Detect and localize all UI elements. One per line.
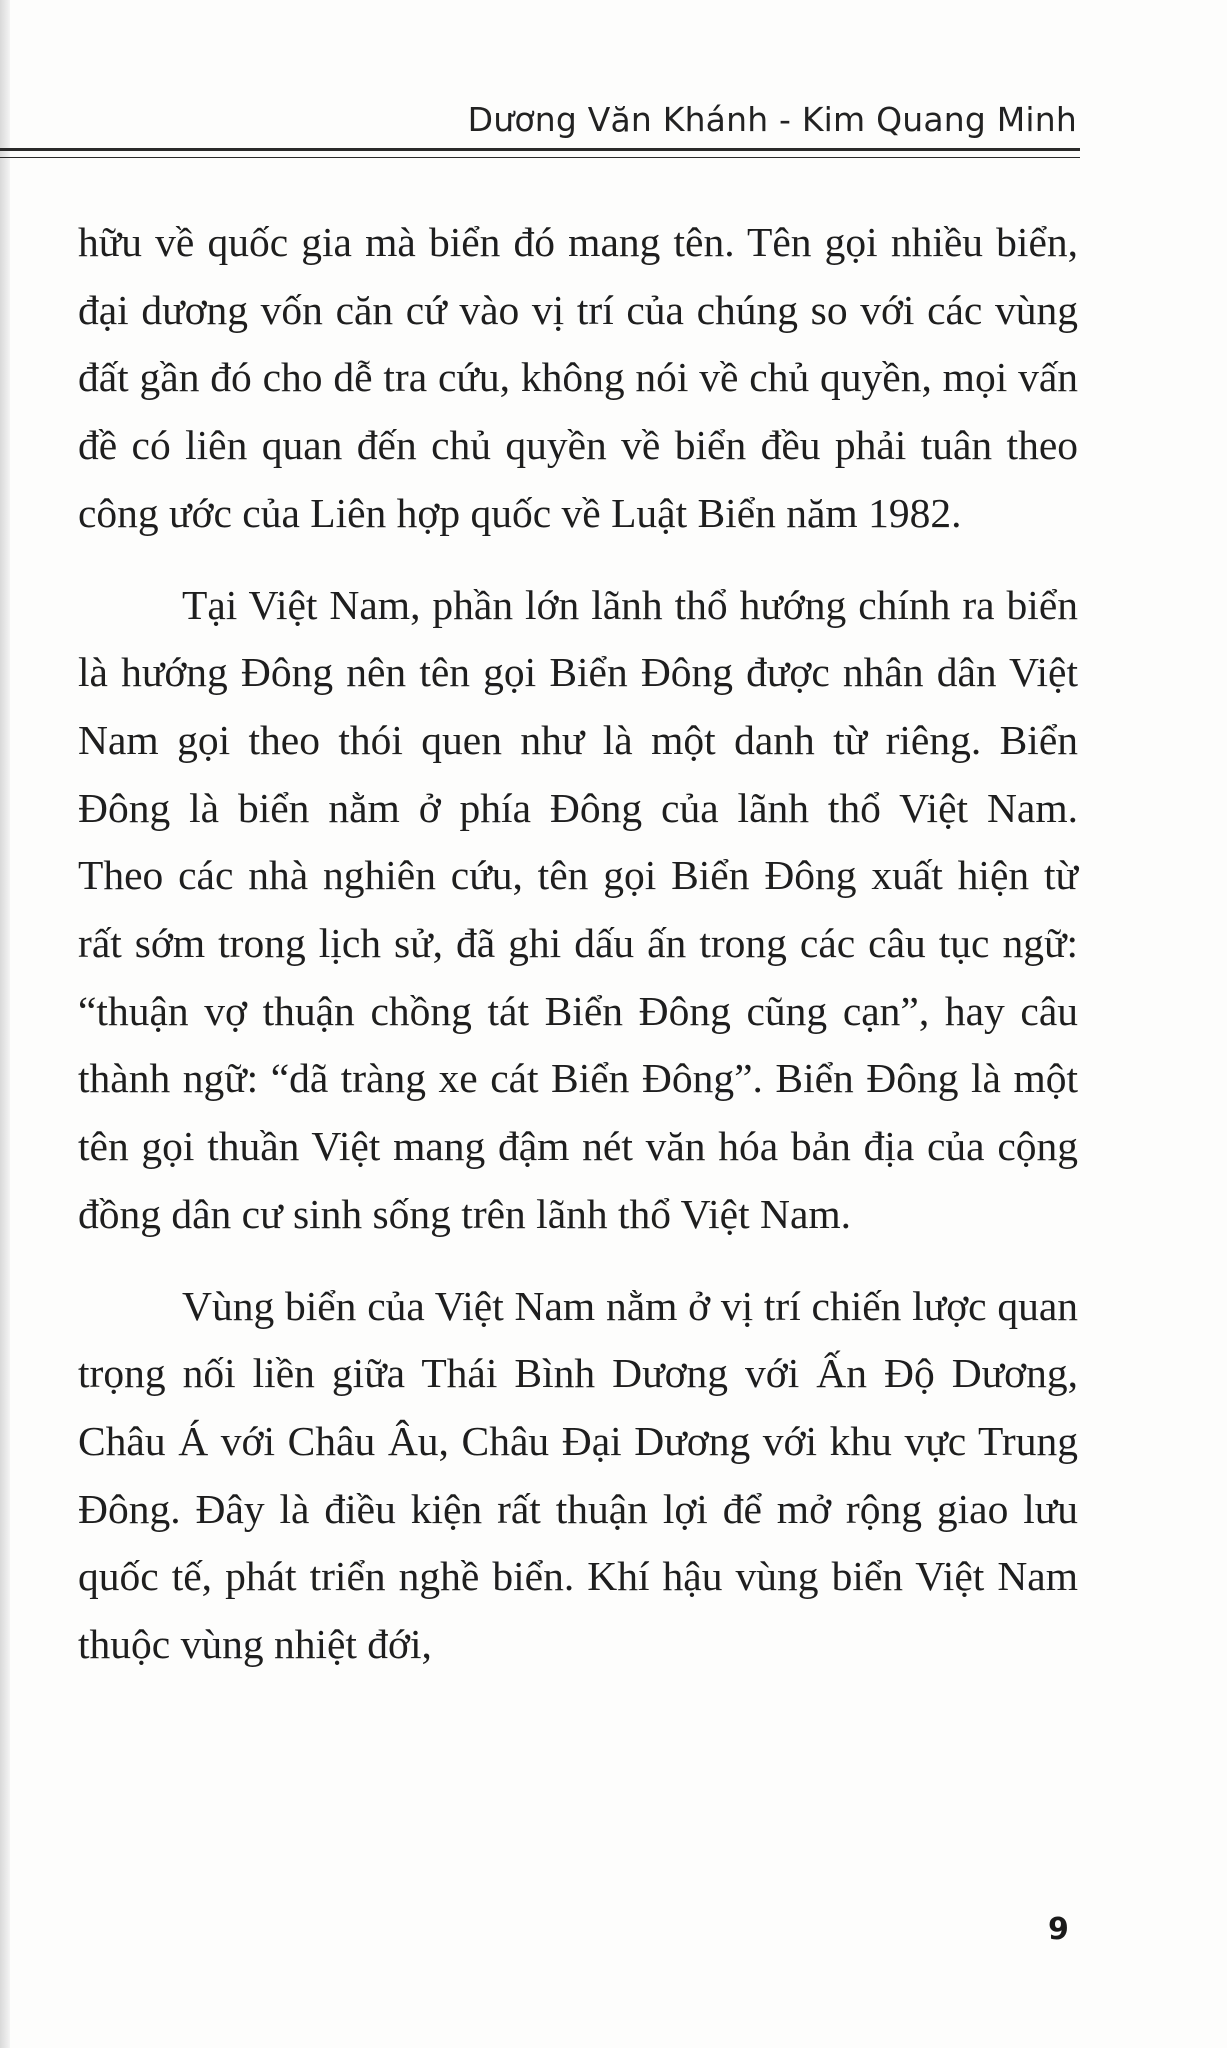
body-text <box>78 209 1078 1679</box>
paragraph-strategic-location: Vùng biển của Việt Nam nằm ở vị trí chiến lược quan trọng nối liền giữa Thái Bình Dương với Ấn Độ Dương, Châu Á với Châu Âu, Châu Đại Dương với khu vực Trung Đông. Đây là điều kiện rất thuận lợi để mở rộng giao lưu quốc tế, phát triển nghề biển. Khí hậu vùng biển Việt Nam thuộc vùng nhiệt đới, <box>78 1282 1078 1668</box>
header-rule-thin <box>0 157 1080 158</box>
running-header-authors: Dương Văn Khánh - Kim Quang Minh <box>467 100 1077 139</box>
paragraph-bien-dong-name: Tại Việt Nam, phần lớn lãnh thổ hướng chính ra biển là hướng Đông nên tên gọi Biển Đông được nhân dân Việt Nam gọi theo thói quen như là một danh từ riêng. Biển Đông là biển nằm ở phía Đông của lãnh thổ Việt Nam. Theo các nhà nghiên cứu, tên gọi Biển Đông xuất hiện từ rất sớm trong lịch sử, đã ghi dấu ấn trong các câu tục ngữ: “thuận vợ thuận chồng tát Biển Đông cũng cạn”, hay câu thành ngữ: “dã tràng xe cát Biển Đông”. Biển Đông là một tên gọi thuần Việt mang đậm nét văn hóa bản địa của cộng đồng dân cư sinh sống trên lãnh thổ Việt Nam. <box>78 581 1078 1237</box>
page-number: 9 <box>1048 1912 1069 1947</box>
paragraph-continued: hữu về quốc gia mà biển đó mang tên. Tên gọi nhiều biển, đại dương vốn căn cứ vào vị trí của chúng so với các vùng đất gần đó cho dễ tra cứu, không nói về chủ quyền, mọi vấn đề có liên quan đến chủ quyền về biển đều phải tuân theo công ước của Liên hợp quốc về Luật Biển năm 1982. <box>78 219 1078 536</box>
header-rule-thick <box>0 148 1080 151</box>
page-left-edge-shadow <box>0 0 10 2048</box>
